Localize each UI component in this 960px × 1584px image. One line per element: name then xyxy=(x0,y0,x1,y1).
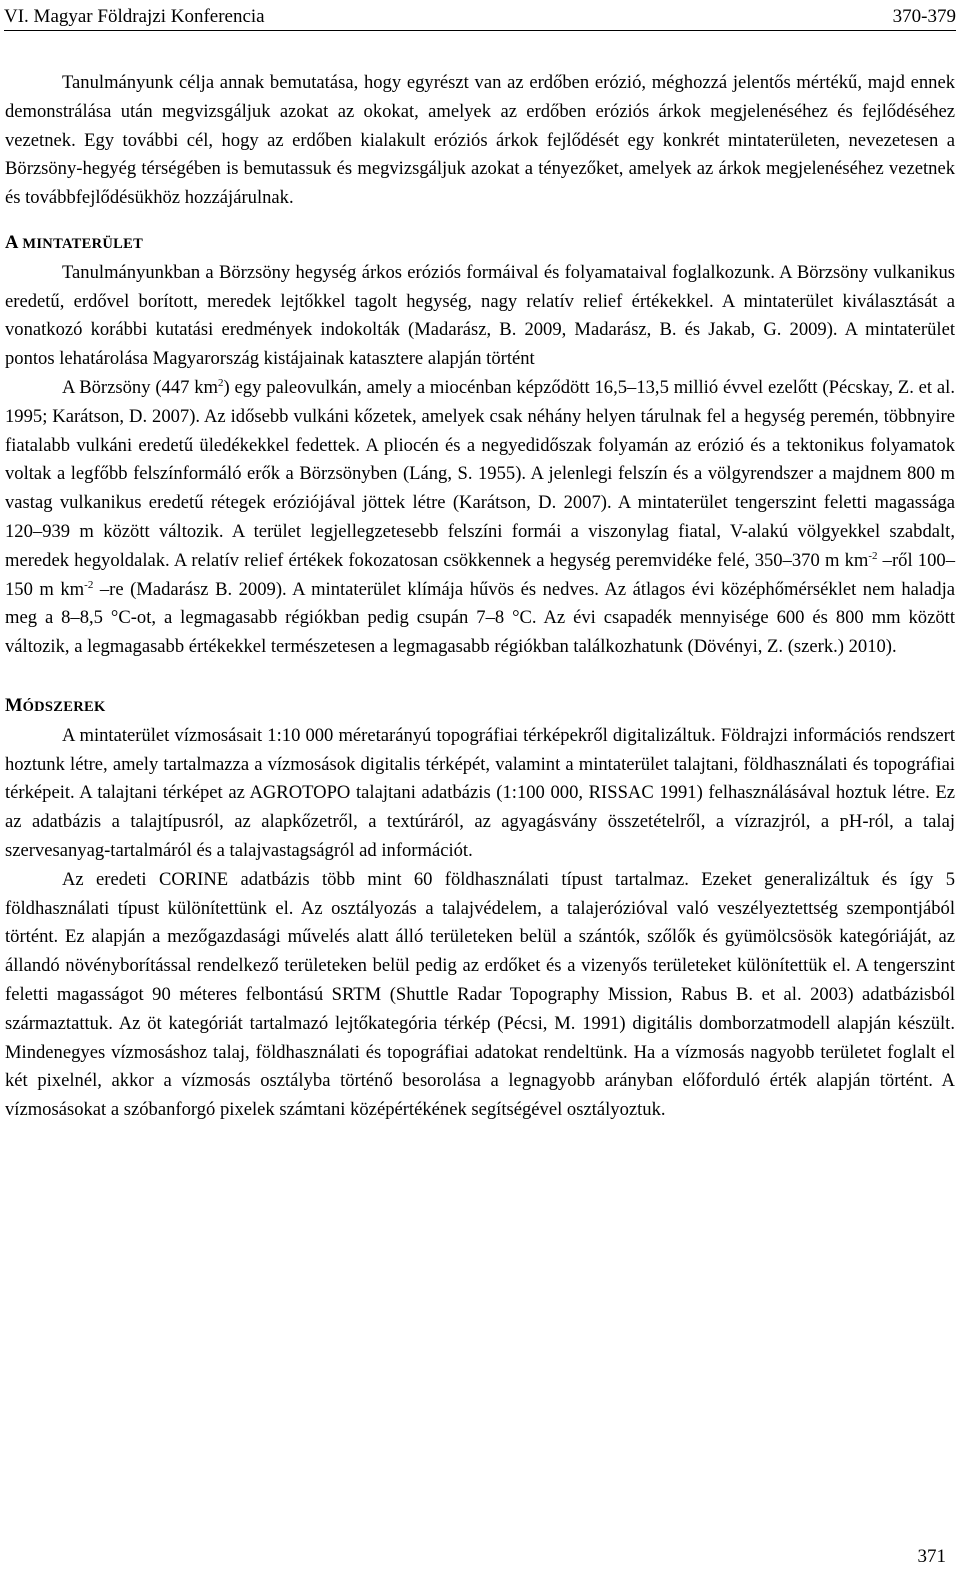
section-heading-study-area xyxy=(5,229,955,259)
spacer xyxy=(5,662,955,692)
superscript: -2 xyxy=(868,549,878,562)
methods-paragraph-1: A mintaterület vízmosásait 1:10 000 méretarányú topográfiai térképekről digitalizáltuk. Földrajzi információs rendszert hoztunk létre, amely tartalmazza a vízmosások digitalis térképét, valamint a mintaterület talajtani, földhasználati és topográfiai térképeit. A talajtani térképet az AGROTOPO talajtani adatbázis (1:100 000, RISSAC 1991) felhasználásával hoztuk létre. Ez az adatbázis a talajtípusról, az alapkőzetről, a textúráról, az agyagásvány összetételről, a vízrazjról, a pH-ról, a talaj szervesanyag-tartalmáról és a talajvastagságról ad információt. xyxy=(5,724,955,861)
heading-initial: M xyxy=(5,694,23,716)
text-run: A Börzsöny (447 km xyxy=(62,376,219,398)
study-area-paragraph-1: Tanulmányunkban a Börzsöny hegység árkos eróziós formáival és folyamataival foglalkozunk. A Börzsöny vulkanikus eredetű, erdővel borított, meredek lejtőkkel tagolt hegység, nagy relatív relief értékekkel. A mintaterület kiválasztását a vonatkozó korábbi kutatási eredmények indokolták (Madarász, B. 2009, Madarász, B. és Jakab, G. 2009). A mintaterület pontos lehatárolása Magyarország kistájainak katasztere alapján történt xyxy=(5,261,955,370)
running-header xyxy=(4,2,956,29)
heading-smallcaps: MINTATERÜLET xyxy=(18,235,144,252)
section-heading-methods xyxy=(5,692,955,722)
methods-paragraph-2: Az eredeti CORINE adatbázis több mint 60 földhasználati típust tartalmaz. Ezeket generalizáltuk és így 5 földhasználati típust különítettünk el. Az osztályozás a talajvédelem, a talajerózióval való veszélyeztettség szempontjából történt. Ez alapján a mezőgazdasági művelés alatt álló területeken belül a szántók, szőlők és gyümölcsösök kategóriáját, az állandó növényborítással rendelkező területeken belül pedig az erdőket és a vizenyős területeket különítettük el. A tengerszint feletti magasságot 90 méteres felbontású SRTM (Shuttle Radar Topography Mission, Rabus B. et al. 2003) adatbázisból származtattuk. Az öt kategóriát tartalmazó lejtőkategória térkép (Pécsi, M. 1991) digitális domborzatmodell alapján készült. Mindenegyes vízmosáshoz talaj, földhasználati és topográfiai adatokat rendeltünk. Ha a vízmosás nagyobb területet foglalt el két pixelnél, akkor a vízmosás osztályba történő besorolása a legnagyobb arányban előforduló érték alapján történt. A vízmosásokat a szóbanforgó pixelek számtani középértékének segítségével osztályoztuk. xyxy=(5,868,955,1121)
intro-paragraph: Tanulmányunk célja annak bemutatása, hogy egyrészt van az erdőben erózió, méghozzá jelentős mértékű, majd ennek demonstrálása után megvizsgáljuk azokat az okokat, amelyek az erdőben eróziós árkok megjelenéséhez és fejlődéséhez vezetnek. Egy további cél, hogy az erdőben kialakult eróziós árkok fejlődését egy konkrét mintaterületen, nevezetesen a Börzsöny-hegyég térségében is bemutassuk és megvizsgáljuk azokat a tényezőket, amelyek az árkok megjelenéséhez vezetnek és továbbfejlődésükhöz hozzájárulnak. xyxy=(5,72,955,209)
page-range: 370-379 xyxy=(892,6,956,27)
text-run: ) egy paleovulkán, amely a miocénban képződött 16,5–13,5 millió évvel ezelőtt (Pécskay, Z. et al. 1995; Karátson, D. 2007). Az idősebb vulkáni kőzetek, amelyek csak néhány helyen tárulnak fel a hegység peremén, többnyire fiatalabb vulkáni eredetű üledékekkel fedettek. A pliocén és a negyedidőszak folyamán az erózió és a tektonikus folyamatok voltak a legfőbb felszínformáló erők a Börzsönyben (Láng, S. 1955). A jelenlegi felszín és a völgyrendszer a majdnem 800 m vastag vulkanikus eredetű rétegek eróziójával jöttek létre (Karátson, D. 2007). A mintaterület tengerszint feletti magassága 120–939 m között változik. A terület legjellegzetesebb felszíni formái a viszonylag fiatal, V-alakú völgyekkel szabdalt, meredek hegyoldalak. A relatív relief értékek fokozatosan csökkennek a hegység peremvidéke felé, 350–370 m km xyxy=(5,376,955,571)
article-body xyxy=(5,69,955,1125)
text-run: –re (Madarász B. 2009). A mintaterület klímája hűvös és nedves. Az átlagos évi középhőmérséklet nem haladja meg a 8–8,5 °C-ot, a legmagasabb régiókban pedig csupán 7–8 °C. Az évi csapadék mennyisége 600 és 800 mm között változik, a legmagasabb értékekkel természetesen a legmagasabb régiókban találkozhatunk (Dövényi, Z. (szerk.) 2010). xyxy=(5,578,955,658)
header-rule xyxy=(4,30,956,31)
spacer xyxy=(5,213,955,229)
study-area-paragraph-2 xyxy=(5,374,955,662)
superscript: -2 xyxy=(84,578,94,591)
text-run: –ről 100–150 m km xyxy=(5,549,955,600)
conference-title: VI. Magyar Földrajzi Konferencia xyxy=(4,6,265,27)
page-number: 371 xyxy=(917,1546,946,1567)
heading-initial: A xyxy=(5,231,19,253)
heading-smallcaps: ÓDSZEREK xyxy=(22,698,106,715)
superscript: 2 xyxy=(218,376,224,389)
